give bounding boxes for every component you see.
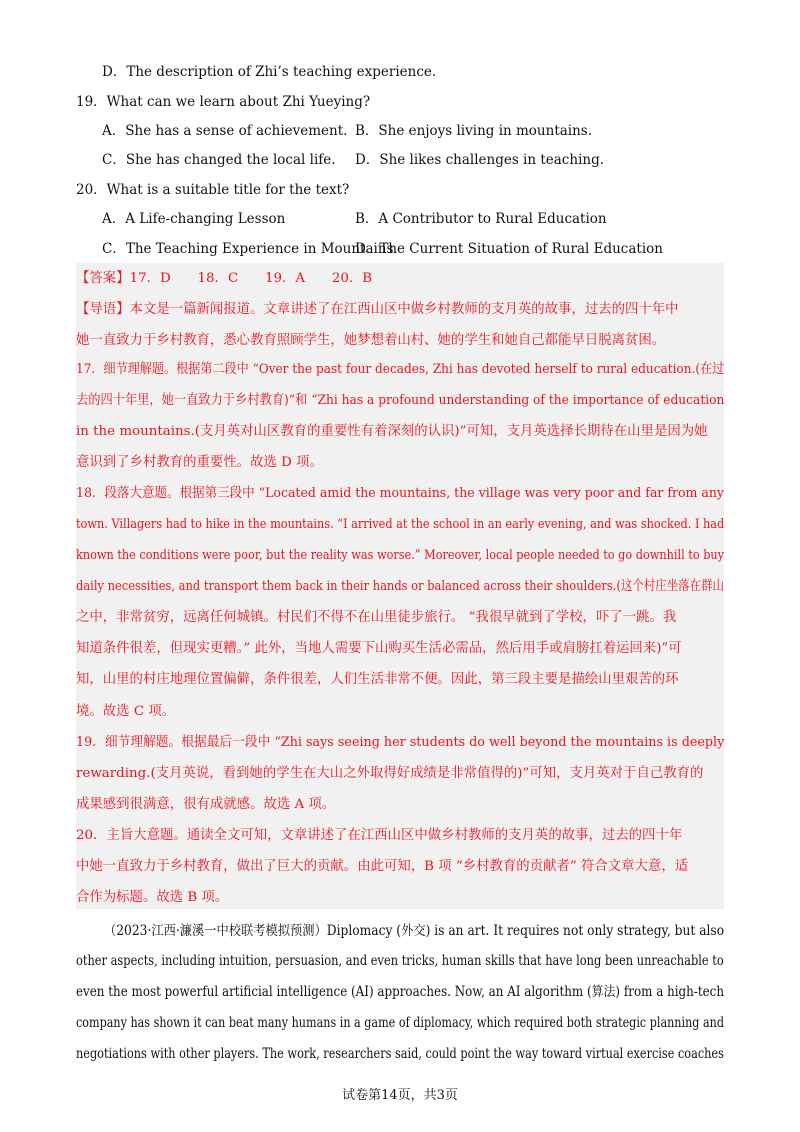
explanation-line: 【导语】本文是一篇新闻报道。文章讲述了在江西山区中做乡村教师的支月英的故事，过去的四十年中	[76, 302, 679, 317]
q19-option-c: C．She has changed the local life.	[102, 152, 336, 168]
q19-option-d: D．She likes challenges in teaching.	[355, 152, 605, 168]
explanation-line: 20．主旨大意题。通读全文可知，文章讲述了在江西山区中做乡村教师的支月英的故事，过去的四十年	[76, 828, 683, 843]
passage-line: （2023·江西·濂溪一中校联考模拟预测）Diplomacy (外交) is an art. It requires not only strategy, but also	[104, 923, 725, 939]
explanation-line: rewarding.(支月英说，看到她的学生在大山之外取得好成绩是非常值得的)”可知，支月英对于自己教育的	[76, 766, 704, 781]
explanation-line: known the conditions were poor, but the reality was worse.” Moreover, local people needed to go downhill to buy	[76, 548, 725, 563]
q19-stem: 19．What can we learn about Zhi Yueying?	[76, 94, 371, 110]
passage-line: other aspects, including intuition, persuasion, and even tricks, human skills that have long been unreachable to	[76, 953, 724, 969]
passage-line: negotiations with other players. The work, researchers said, could point the way toward virtual exercise coaches	[76, 1046, 724, 1062]
passage-line: company has shown it can beat many humans in a game of diplomacy, which required both strategic planning and	[76, 1015, 724, 1031]
explanation-line: in the mountains.(支月英对山区教育的重要性有着深刻的认识)”可知，支月英选择长期待在山里是因为她	[76, 424, 708, 439]
explanation-line: town. Villagers had to hike in the mountains. “I arrived at the school in an early evening, and was shocked. I had	[76, 517, 725, 532]
page-footer: 试卷第14页，共3页	[342, 1088, 458, 1103]
explanation-line: 境。故选 C 项。	[76, 704, 176, 719]
explanation-line: 19．细节理解题。根据最后一段中 “Zhi says seeing her students do well beyond the mountains is deeply	[76, 735, 725, 750]
explanation-line: 成果感到很满意，很有成就感。故选 A 项。	[76, 797, 336, 812]
explanation-line: 知，山里的村庄地理位置偏僻，条件很差，人们生活非常不便。因此，第三段主要是描绘山里艰苦的环	[76, 672, 679, 687]
explanation-line: daily necessities, and transport them back in their hands or balanced across their shoulders.(这个村庄坐落在群山	[76, 579, 725, 594]
explanation-line: 之中，非常贫穷，远离任何城镇。村民们不得不在山里徒步旅行。 “我很早就到了学校，吓了一跳。我	[76, 610, 677, 625]
explanation-line: 合作为标题。故选 B 项。	[76, 890, 229, 905]
q19-option-a: A．She has a sense of achievement.	[102, 123, 348, 139]
explanation-line: 17．细节理解题。根据第二段中 “Over the past four decades, Zhi has devoted herself to rural education.(在过	[76, 362, 725, 377]
q20-option-b: B．A Contributor to Rural Education	[355, 211, 607, 227]
explanation-line: 意识到了乡村教育的重要性。故选 D 项。	[76, 455, 323, 470]
explanation-line: 18．段落大意题。根据第三段中 “Located amid the mountains, the village was very poor and far from any	[76, 486, 724, 501]
explanation-line: 去的四十年里，她一直致力于乡村教育)”和 “Zhi has a profound understanding of the importance of education	[76, 393, 725, 408]
q20-option-a: A．A Life-changing Lesson	[102, 211, 286, 227]
q19-option-b: B．She enjoys living in mountains.	[355, 123, 593, 139]
passage-line: even the most powerful artificial intelligence (AI) approaches. Now, an AI algorithm (算法) from a high-tech	[76, 984, 725, 1000]
explanation-line: 她一直致力于乡村教育，悉心教育照顾学生，她梦想着山村、她的学生和她自己都能早日脱离贫困。	[76, 333, 666, 348]
q20-option-c: C．The Teaching Experience in Mountains	[102, 241, 394, 257]
q18-option-d: D．The description of Zhi’s teaching experience.	[102, 64, 437, 80]
answer-key: 【答案】17．D 18．C 19．A 20．B	[76, 271, 373, 286]
q20-stem: 20．What is a suitable title for the text?	[76, 182, 350, 198]
q20-option-d: D．The Current Situation of Rural Education	[355, 241, 663, 257]
explanation-line: 中她一直致力于乡村教育，做出了巨大的贡献。由此可知，B 项 “乡村教育的贡献者” 符合文章大意，适	[76, 859, 689, 874]
explanation-line: 知道条件很差，但现实更糟。” 此外，当地人需要下山购买生活必需品，然后用手或肩膀扛着运回来)”可	[76, 641, 682, 656]
